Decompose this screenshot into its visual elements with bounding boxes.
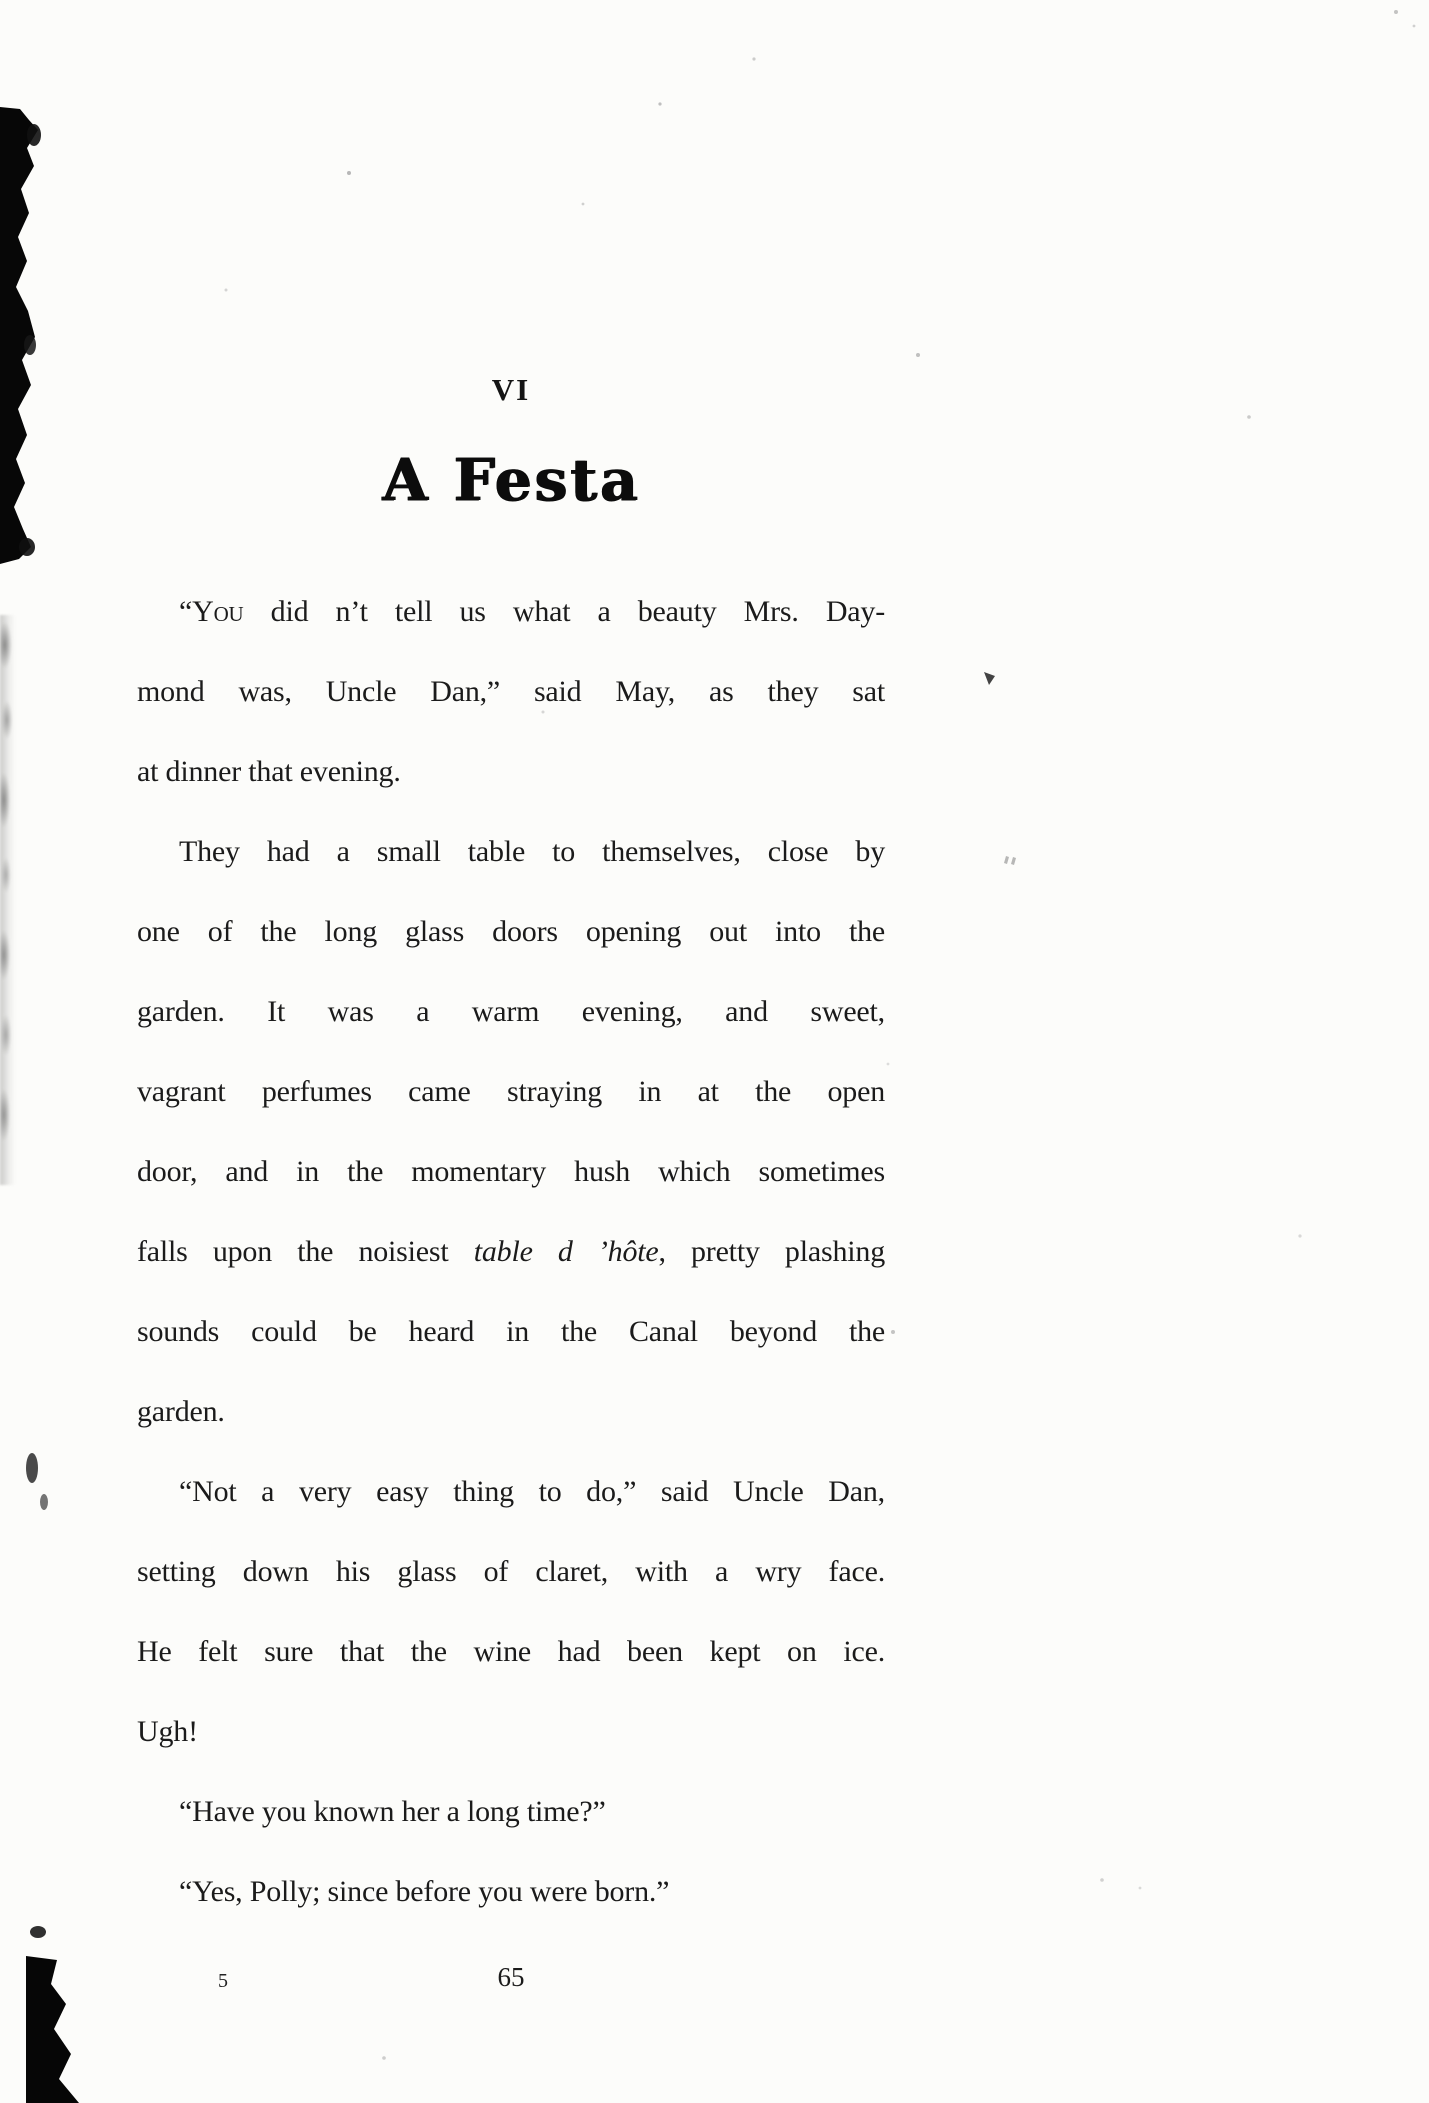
- text-line: [137, 812, 885, 892]
- text-segment: setting down his glass of claret, with a wry face.: [137, 1555, 885, 1588]
- paragraph: [137, 1452, 885, 1772]
- text-line: [137, 732, 885, 812]
- scan-smudge-band-left: [0, 615, 16, 1185]
- scan-blotch-bottom-left: [26, 1956, 79, 2103]
- text-segment: garden. It was a warm evening, and sweet,: [137, 995, 885, 1028]
- scan-blotch-top-left: [0, 107, 38, 564]
- chapter-title: A Festa: [381, 446, 641, 514]
- text-segment: “Have you known her a long time?”: [179, 1795, 606, 1828]
- text-segment: vagrant perfumes came straying in at the open: [137, 1075, 885, 1108]
- text-line: [137, 1532, 885, 1612]
- text-line: [137, 972, 885, 1052]
- text-line: [137, 1212, 885, 1292]
- text-line: [137, 652, 885, 732]
- paragraph: [137, 1772, 885, 1852]
- text-segment: , pretty plashing: [658, 1235, 885, 1268]
- text-segment: “: [179, 595, 193, 628]
- text-line: [137, 1452, 885, 1532]
- text-line: [137, 1692, 885, 1772]
- text-line: [137, 572, 885, 652]
- text-segment: door, and in the momentary hush which sometimes: [137, 1155, 885, 1188]
- text-segment: mond was, Uncle Dan,” said May, as they sat: [137, 675, 885, 708]
- text-segment: garden.: [137, 1395, 225, 1428]
- text-segment: You: [192, 595, 244, 628]
- paragraph: [137, 1852, 885, 1932]
- text-segment: They had a small table to themselves, close by: [179, 835, 885, 868]
- paragraph: [137, 812, 885, 1452]
- text-segment: “Yes, Polly; since before you were born.”: [179, 1875, 670, 1908]
- scan-mark-mid-left: [26, 1453, 38, 1483]
- paragraph: [137, 572, 885, 812]
- signature-mark: 5: [218, 1970, 228, 1992]
- text-segment: Ugh!: [137, 1715, 198, 1748]
- text-line: [137, 1292, 885, 1372]
- text-line: [137, 1612, 885, 1692]
- text-segment: sounds could be heard in the Canal beyond the: [137, 1315, 885, 1348]
- text-line: [137, 892, 885, 972]
- text-segment: He felt sure that the wine had been kept on ice.: [137, 1635, 885, 1668]
- page-number: 65: [497, 1962, 525, 1992]
- text-segment: did n’t tell us what a beauty Mrs. Day-: [243, 595, 885, 628]
- text-line: [137, 1772, 885, 1852]
- scan-speck-right: [984, 672, 995, 685]
- text-column: [137, 372, 885, 1932]
- text-line: [137, 1052, 885, 1132]
- text-line: [137, 1852, 885, 1932]
- text-segment: at dinner that evening.: [137, 755, 401, 788]
- text-segment: table d ’hôte: [473, 1235, 659, 1268]
- text-segment: falls upon the noisiest: [137, 1235, 474, 1268]
- text-line: [137, 1132, 885, 1212]
- chapter-number: VI: [491, 372, 531, 407]
- text-segment: one of the long glass doors opening out into the: [137, 915, 885, 948]
- text-segment: “Not a very easy thing to do,” said Uncle Dan,: [179, 1475, 885, 1508]
- text-block: [137, 572, 885, 1932]
- text-line: [137, 1372, 885, 1452]
